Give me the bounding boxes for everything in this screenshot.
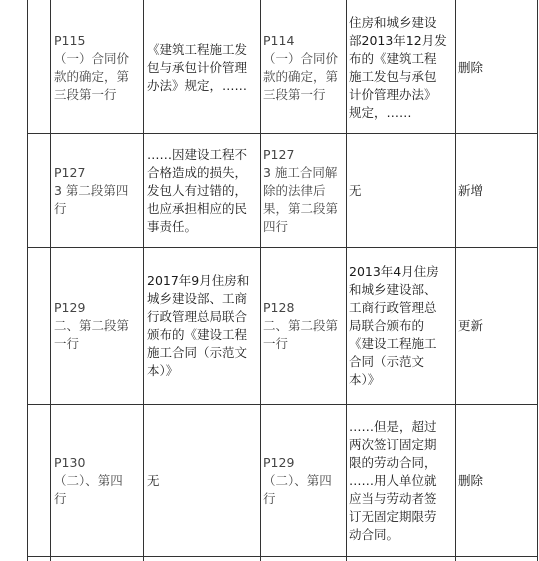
cell-text: ……但是，超过 两次签订固定期 限的劳动合同， ……用人单位就 应当与劳动者签 订无固定期限劳 动合同。: [349, 418, 437, 542]
table-cell-new-text: [349, 4, 454, 132]
table-cell-old-page: [54, 405, 142, 556]
cell-text: P129 二、第二段第 一行: [54, 300, 130, 351]
cell-text: P130 （二）、第四 行: [54, 454, 123, 506]
table-cell-old-text: [147, 4, 259, 132]
cell-text: 删除: [458, 472, 484, 488]
cell-text: P129 （二）、第四 行: [263, 454, 332, 506]
table-cell-new-text: [349, 405, 454, 556]
cell-text: P115 （一）合同价 款的确定，第 三段第一行: [54, 33, 130, 102]
table-cell-new-page: [263, 4, 345, 132]
cell-text: 删除: [458, 60, 484, 75]
cell-text: 无: [147, 472, 160, 488]
column-divider: [143, 0, 144, 561]
cell-text: P114 （一）合同价 款的确定，第 三段第一行: [263, 33, 339, 102]
cell-text: P127 3 施工合同解 除的法律后 果，第二段第 四行: [263, 146, 339, 234]
table-cell-change-type: [458, 405, 536, 556]
table-cell-old-text: [147, 405, 259, 556]
table-cell-change-type: [458, 248, 536, 404]
table-cell-old-page: [54, 4, 142, 132]
cell-text: P127 3 第二段第四 行: [54, 164, 129, 216]
cell-text: 2013年4月住房 和城乡建设部、 工商行政管理总 局联合颁布的 《建设工程施工 合同（示范文 本）》: [349, 264, 439, 387]
table-cell-old-text: [147, 134, 259, 247]
table-border-bottom: [27, 556, 538, 557]
table-cell-old-text: [147, 248, 259, 404]
table-cell-new-page: [263, 405, 345, 556]
cell-text: 无: [349, 182, 362, 198]
column-divider: [50, 0, 51, 561]
table-cell-change-type: [458, 134, 536, 247]
cell-text: 2017年9月住房和 城乡建设部、工商 行政管理总局联合 颁布的《建设工程 施工合同（示范文 本）》: [147, 273, 250, 378]
cell-text: P128 二、第二段第 一行: [263, 300, 339, 351]
column-divider: [346, 0, 347, 561]
table-border-left: [27, 0, 28, 561]
table-cell-old-page: [54, 134, 142, 247]
cell-text: ……因建设工程不 合格造成的损失， 发包人有过错的， 也应承担相应的民 事责任。: [147, 146, 248, 234]
table-cell-change-type: [458, 4, 536, 132]
column-divider: [260, 0, 261, 561]
cell-text: 新增: [458, 182, 484, 198]
column-divider: [455, 0, 456, 561]
cell-text: 更新: [458, 318, 484, 333]
table-cell-new-page: [263, 248, 345, 404]
table-cell-new-text: [349, 248, 454, 404]
table-cell-old-page: [54, 248, 142, 404]
table-cell-new-text: [349, 134, 454, 247]
table-border-right: [537, 0, 538, 561]
cell-text: 《建筑工程施工发 包与承包计价管理 办法》规定，……: [147, 42, 248, 93]
table-cell-new-page: [263, 134, 345, 247]
cell-text: 住房和城乡建设 部2013年12月发 布的《建筑工程 施工发包与承包 计价管理办法》 规定，……: [349, 15, 447, 120]
